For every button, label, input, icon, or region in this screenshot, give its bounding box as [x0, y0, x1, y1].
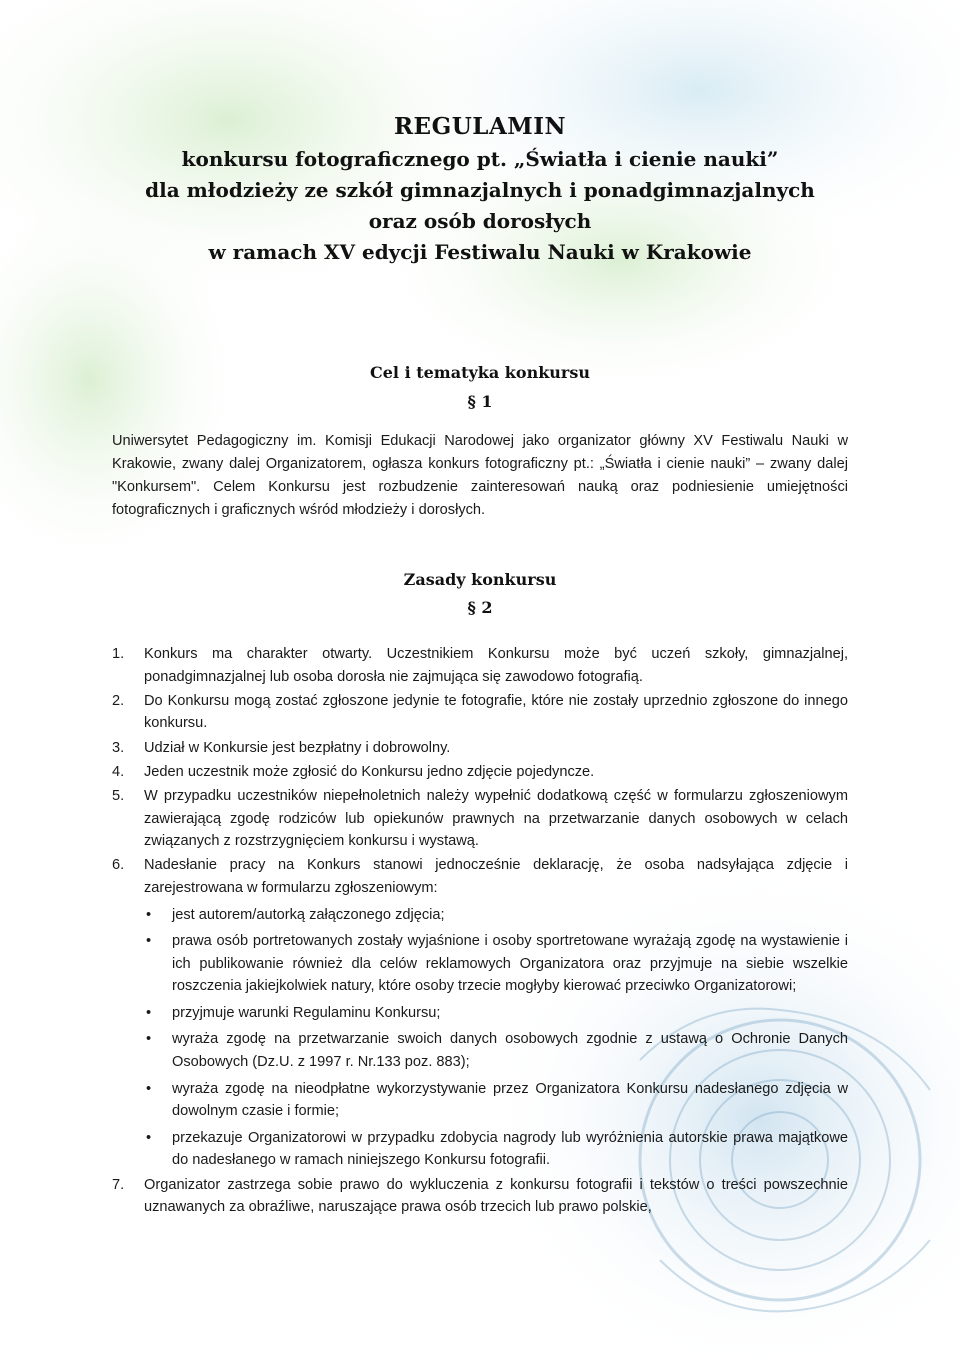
- rule-text: Nadesłanie pracy na Konkurs stanowi jednocześnie deklarację, że osoba nadsyłająca zdjęcie i zarejestrowana w formularzu zgłoszeniowym:: [144, 857, 848, 896]
- bullet-item: [144, 1127, 848, 1172]
- rule-number: 5.: [112, 787, 125, 804]
- rule-item: [112, 737, 848, 760]
- bullet-text: jest autorem/autorką załączonego zdjęcia;: [172, 906, 445, 923]
- bullet-text: wyraża zgodę na przetwarzanie swoich danych osobowych zgodnie z ustawą o Ochronie Danych Osobowych (Dz.U. z 1997 r. Nr.133 poz. 883);: [172, 1031, 848, 1071]
- declaration-bullets: [144, 904, 848, 1173]
- rule-text: Jeden uczestnik może zgłosić do Konkursu jedno zdjęcie pojedyncze.: [144, 763, 595, 780]
- bullet-item: [144, 930, 848, 998]
- rule-number: 2.: [112, 692, 125, 709]
- bullet-item: [144, 904, 848, 927]
- subtitle-line-4: w ramach XV edycji Festiwalu Nauki w Krakowie: [208, 240, 752, 264]
- rule-number: 7.: [112, 1176, 125, 1193]
- bullet-item: [144, 1028, 848, 1073]
- rule-text: W przypadku uczestników niepełnoletnich należy wypełnić dodatkową część w formularzu zgłoszeniowym zawierającą zgodę rodziców lub opiekunów prawnych na przetwarzanie danych osobowych w celach związanych z rozstrzygnięciem konkursu i wystawą.: [144, 787, 848, 850]
- bullet-item: [144, 1002, 848, 1025]
- rule-item: [112, 1174, 848, 1219]
- bullet-icon: •: [146, 906, 152, 923]
- section-2-heading: Zasady konkursu: [403, 570, 557, 589]
- subtitle-line-1: konkursu fotograficznego pt. „Światła i cienie nauki”: [181, 147, 779, 171]
- bullet-icon: •: [146, 1004, 152, 1021]
- rule-text: Konkurs ma charakter otwarty. Uczestnikiem Konkursu może być uczeń szkoły, gimnazjalnej, ponadgimnazjalnej lub osoba dorosła nie zajmująca się zawodowo fotografią.: [144, 646, 848, 685]
- rule-text: Organizator zastrzega sobie prawo do wykluczenia z konkursu fotografii i tekstów o treści powszechnie uznawanych za obraźliwe, naruszające prawa osób trzecich lub prawo polskie,: [144, 1176, 848, 1216]
- bullet-text: prawa osób portretowanych zostały wyjaśnione i osoby sportretowane wyrażają zgodę na wystawienie i ich publikowanie również dla celów reklamowych Organizatora oraz przyjmuje na siebie wszelkie roszczenia jakiejkolwiek natury, które osoby trzecie mogłyby kierować przeciwko Organizatorowi;: [172, 933, 848, 995]
- rule-number: 3.: [112, 739, 125, 756]
- bullet-icon: •: [146, 1129, 152, 1146]
- section-1-sign: § 1: [467, 392, 493, 411]
- bullet-icon: •: [146, 1080, 152, 1097]
- bullet-item: [144, 1078, 848, 1123]
- section-1-text: Uniwersytet Pedagogiczny im. Komisji Edukacji Narodowej jako organizator główny XV Festiwalu Nauki w Krakowie, zwany dalej Organizatorem, ogłasza konkurs fotograficzny pt.: „Światła i cienie nauki” – zwany dalej "Konkursem". Celem Konkursu jest rozbudzenie zainteresowań nauką oraz podniesienie umiejętności fotograficznych i graficznych wśród młodzieży i dorosłych.: [112, 433, 848, 518]
- rule-item: [112, 643, 848, 688]
- bullet-icon: •: [146, 1031, 152, 1048]
- bullet-text: przekazuje Organizatorowi w przypadku zdobycia nagrody lub wyróżnienia autorskie prawa majątkowe do nadesłanego w ramach niniejszego Konkursu fotografii.: [172, 1129, 848, 1169]
- rule-item: [112, 761, 848, 784]
- subtitle-line-2: dla młodzieży ze szkół gimnazjalnych i ponadgimnazjalnych: [145, 178, 815, 202]
- subtitle-line-3: oraz osób dorosłych: [368, 209, 592, 233]
- rule-item: [112, 785, 848, 853]
- document-title: REGULAMIN: [393, 113, 567, 140]
- document-header: [0, 110, 960, 268]
- bullet-text: przyjmuje warunki Regulaminu Konkursu;: [172, 1004, 441, 1021]
- rule-number: 1.: [112, 646, 125, 662]
- rule-text: Udział w Konkursie jest bezpłatny i dobrowolny.: [144, 739, 451, 756]
- bullet-icon: •: [146, 933, 152, 950]
- rule-item: [112, 854, 848, 1172]
- bullet-text: wyraża zgodę na nieodpłatne wykorzystywanie przez Organizatora Konkursu nadesłanego zdjęcia w dowolnym czasie i formie;: [172, 1080, 848, 1120]
- rule-number: 6.: [112, 857, 125, 874]
- rule-text: Do Konkursu mogą zostać zgłoszone jedynie te fotografie, które nie zostały uprzednio zgłoszone do innego konkursu.: [144, 692, 848, 732]
- section-1-heading: Cel i tematyka konkursu: [370, 363, 590, 382]
- rule-number: 4.: [112, 763, 125, 780]
- rule-item: [112, 690, 848, 735]
- rules-list: [112, 643, 848, 1220]
- section-2-sign: § 2: [467, 598, 493, 617]
